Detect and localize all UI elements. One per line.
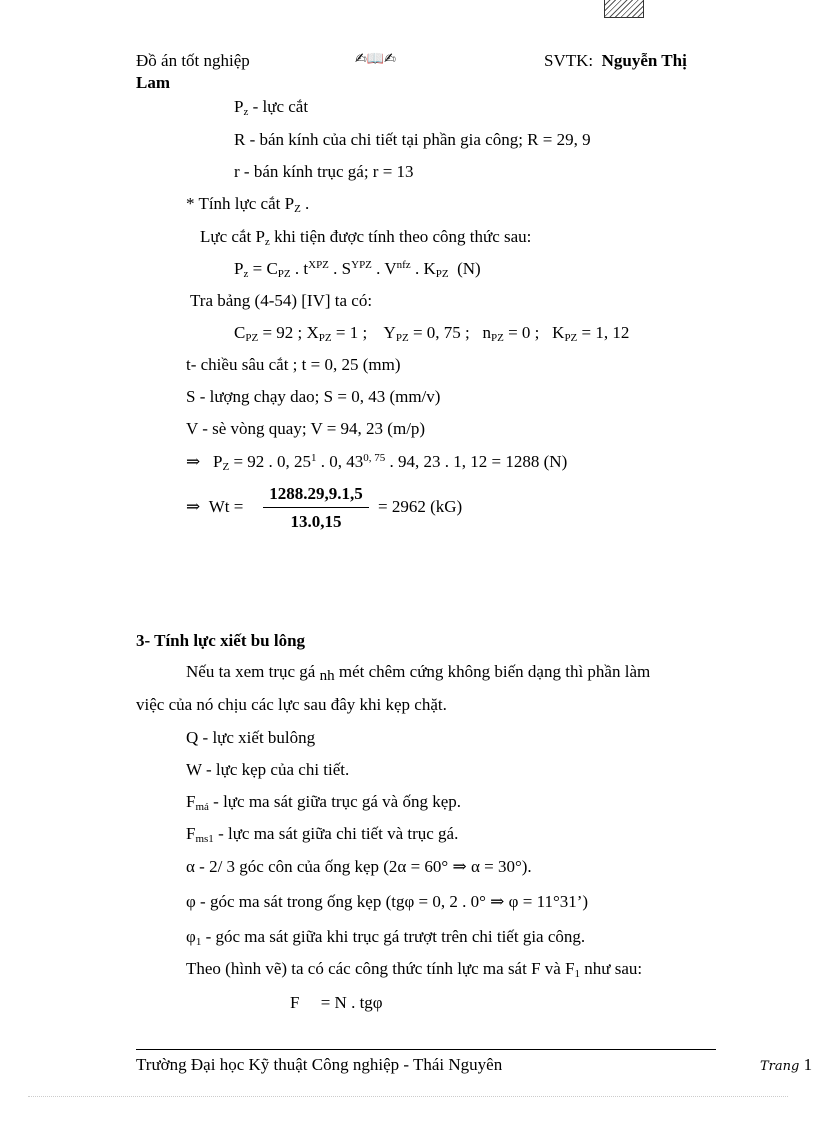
implies-arrow: ⇒ [186,497,201,516]
pz-formula: $P_z = C_{PZ}$ . $t^{XPZ}$ . $S^{YPZ}$ . $V^{nfz}$ . $K_{PZ}$ (N) [234,259,481,280]
pz-sub: z [243,106,249,118]
text: Theo (hình vẽ) ta có các công thức tính lực ma sát F và F [186,959,575,978]
cut-force-heading [186,194,309,214]
text: . [300,194,310,213]
sub: 1 [195,936,202,948]
implies-arrow: ⇒ [186,452,201,471]
paragraph-line-1 [186,662,650,682]
coefficients: $C_{PZ} = 92$ ; $X_{PZ} = 1$ ; $Y_{PZ} = 0$, 75 ; $n_{PZ} = 0$ ; $K_{PZ} = 1$, 12 [234,323,630,344]
sup: 0, 75 [363,452,386,464]
text: * Tính lực cắt P [186,194,295,213]
sub: má [195,801,209,813]
wt-result: = 2962 (kG) [378,497,463,516]
sub: z [264,236,270,248]
table-reference: Tra bảng (4-54) [IV] ta có: [190,291,373,310]
def-phi: φ - góc ma sát trong ống kẹp (tgφ = 0, 2 . 0° ⇒ φ = 11°31’) [186,892,589,911]
wt-numerator: 1288.29,9.1,5 [263,484,369,508]
def-fma [186,792,461,812]
speed-line: V - sè vòng quay; V = 94, 23 (m/p) [186,419,426,438]
wt-label [186,497,243,517]
paragraph-line-2: việc của nó chịu các lực sau đây khi kẹp chặt. [136,695,447,714]
def-r: r - bán kính trục gá; r = 13 [234,162,414,181]
feed-line: S - lượng chạy dao; S = 0, 43 (mm/v) [186,387,441,406]
sub: ms1 [195,833,214,845]
def-pz [234,97,308,117]
author-label: SVTK: [544,51,594,70]
depth-line: t- chiều sâu cắt ; t = 0, 25 (mm) [186,355,401,374]
footer-rule [136,1049,716,1050]
text: . 94, 23 . 1, 12 = 1288 (N) [385,452,568,471]
f-equation: F = N . tgφ [290,993,383,1012]
text: Nếu ta xem trục gá [186,662,316,681]
sub: 1 [574,968,581,980]
theo-line [186,959,642,979]
book-ornament-icon: ✍📖✍ [355,51,396,67]
def-w: W - lực kẹp của chi tiết. [186,760,350,779]
text: mét chêm cứng không biến dạng thì phần làm [334,662,651,681]
page-num: 1 [803,1055,813,1074]
def-R: R - bán kính của chi tiết tại phần gia công; R = 29, 9 [234,130,591,149]
footer-school: Trường Đại học Kỹ thuật Công nghiệp - Thái Nguyên [136,1055,503,1074]
sub: Z [294,203,301,215]
sup: 1 [311,452,317,464]
author-name-cont: Lam [136,73,170,92]
pz-result [186,452,567,472]
text: Wt = [208,497,244,516]
text: P [213,452,223,471]
text: - góc ma sát giữa khi trục gá trượt trên chi tiết gia công. [201,927,586,946]
cut-force-intro [200,227,531,247]
text: Lực cắt P [200,227,265,246]
header-author [544,51,687,71]
text: khi tiện được tính theo công thức sau: [269,227,532,246]
text: φ [186,927,196,946]
sub: Z [222,461,230,473]
text: nh [319,668,335,684]
text: F [186,792,196,811]
text: như sau: [580,959,643,978]
def-alpha: α - 2/ 3 góc côn của ống kẹp (2α = 60° ⇒ α = 30°). [186,857,532,876]
wt-denominator: 13.0,15 [290,512,342,531]
header-title: Đồ án tốt nghiệp [136,51,250,70]
text: . 0, 43 [316,452,364,471]
page-number [760,1055,812,1075]
pz-symbol: P [234,97,244,116]
text: - lực ma sát giữa chi tiết và trục gá. [213,824,459,843]
text: F [186,824,196,843]
def-phi1 [186,927,585,947]
author-name: Nguyễn Thị [601,51,687,70]
def-fms1 [186,824,458,844]
def-q: Q - lực xiết bulông [186,728,316,747]
page-break-line [28,1096,788,1097]
hatched-box [604,0,644,18]
wt-fraction [263,484,369,532]
text: - lực ma sát giữa trục gá và ống kẹp. [208,792,462,811]
text: = 92 . 0, 25 [229,452,312,471]
section-heading: 3- Tính lực xiết bu lông [136,631,306,650]
page-label: Trang [760,1059,800,1074]
pz-desc: - lực cắt [248,97,309,116]
